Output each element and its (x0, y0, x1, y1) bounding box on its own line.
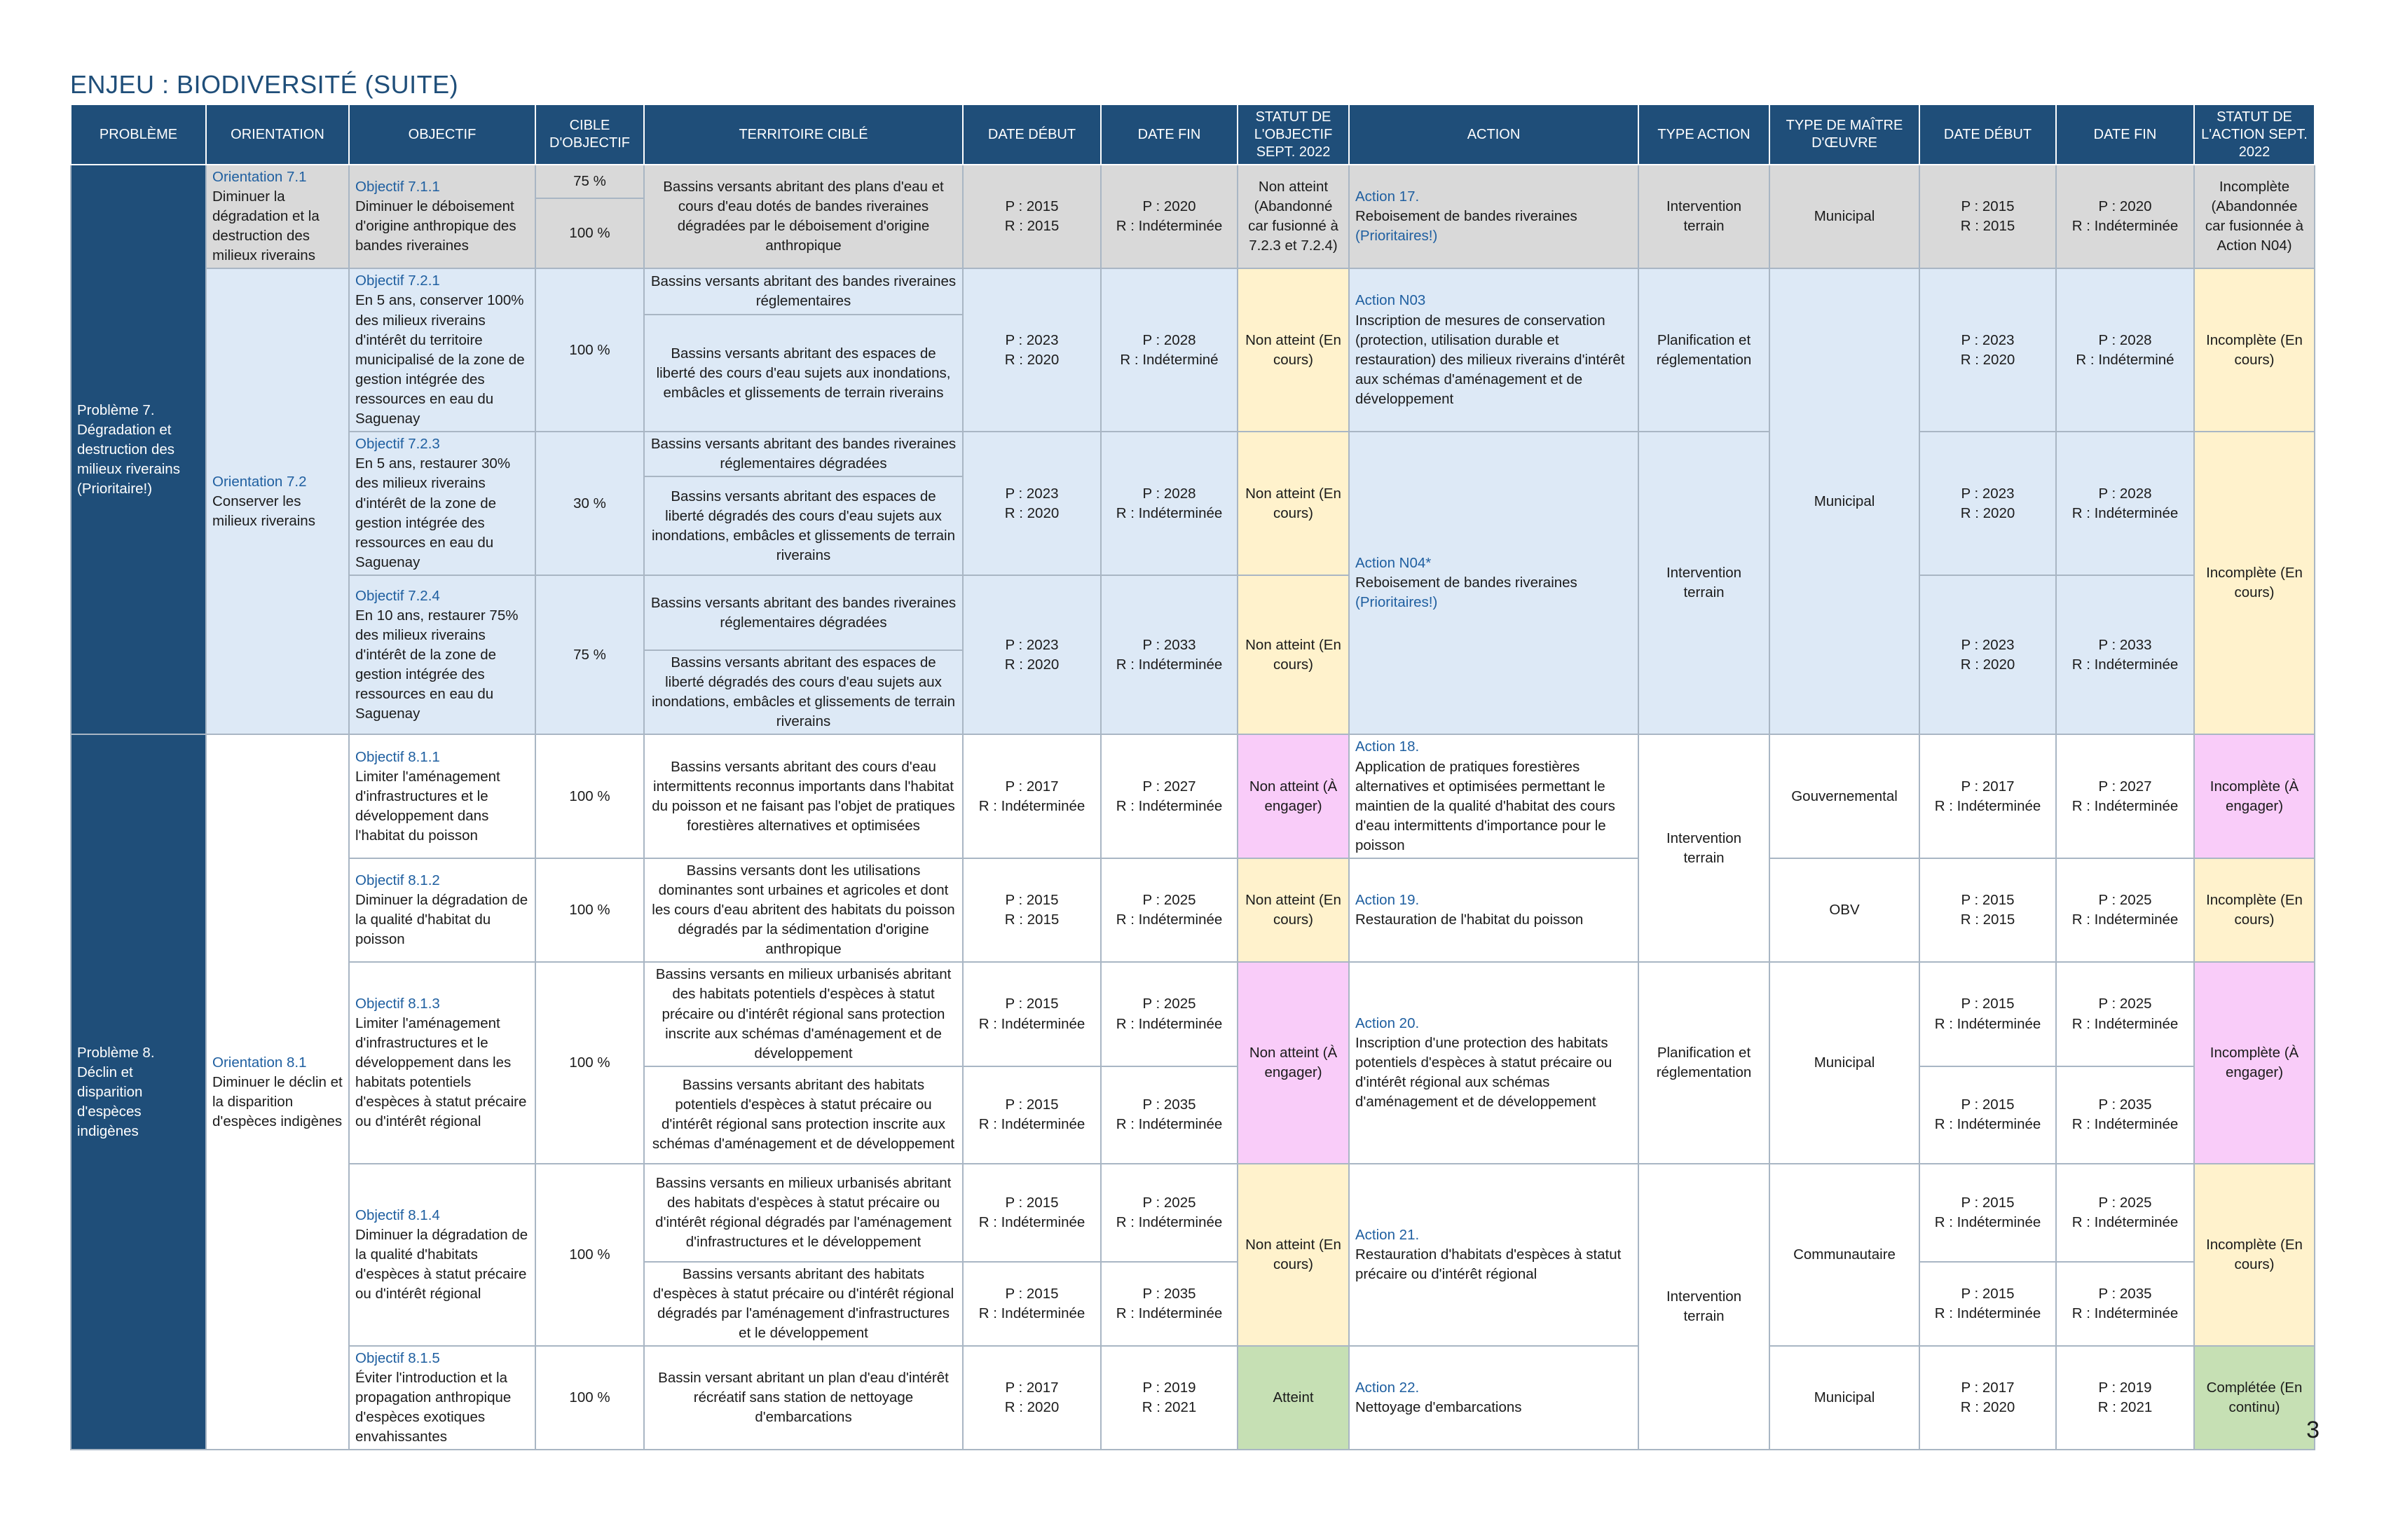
action-21-desc: Restauration d'habitats d'espèces à statut précaire ou d'intérêt régional (1355, 1246, 1622, 1282)
territoire-8-1-3-a: Bassins versants en milieux urbanisés abritant des habitats potentiels d'espèces à statut précaire ou d'intérêt régional sans protection inscrite aux schémas d'aménagement et de développement (644, 962, 963, 1066)
territoire-7-2-3-b: Bassins versants abritant des espaces de liberté dégradés des cours d'eau sujets aux inondations, embâcles et glissements de terrain riverains (644, 476, 963, 575)
objectif-8-1-3-desc: Limiter l'aménagement d'infrastructures et le développement dans les habitats potentiels d'espèces à statut précaire ou d'intérêt régional (355, 1015, 527, 1130)
territoire-7-2-3-a: Bassins versants abritant des bandes riveraines réglementaires dégradées (644, 432, 963, 476)
date-debut-8-1-1: P : 2017 R : Indéterminée (963, 734, 1101, 858)
date-fin-action-17: P : 2020 R : Indéterminée (2056, 165, 2194, 268)
header-date-debut-action: DATE DÉBUT (1919, 104, 2056, 165)
orientation-7-2-cell (206, 268, 349, 734)
maitre-action-21: Communautaire (1769, 1164, 1919, 1346)
table-row (71, 734, 2315, 858)
header-statut-action: STATUT DE L'ACTION SEPT. 2022 (2194, 104, 2315, 165)
header-type-maitre: TYPE DE MAÎTRE D'ŒUVRE (1769, 104, 1919, 165)
date-debut-action-7-2-4: P : 2023 R : 2020 (1919, 575, 2056, 734)
action-n04-desc: Reboisement de bandes riveraines (1355, 575, 1577, 591)
objectif-8-1-3-cell (349, 962, 535, 1163)
objectif-7-2-1-label: Objectif 7.2.1 (355, 273, 440, 289)
cible-7-2-4: 75 % (535, 575, 644, 734)
action-17-cell (1349, 165, 1638, 268)
date-fin-8-1-5: P : 2019 R : 2021 (1101, 1346, 1238, 1450)
action-22-desc: Nettoyage d'embarcations (1355, 1399, 1522, 1416)
orientation-7-1-desc: Diminuer la dégradation et la destruction des milieux riverains (212, 188, 320, 264)
table-row (71, 165, 2315, 198)
maitre-action-18: Gouvernemental (1769, 734, 1919, 858)
date-fin-8-1-1: P : 2027 R : Indéterminée (1101, 734, 1238, 858)
cible-7-1-1-a: 75 % (535, 165, 644, 198)
objectif-8-1-4-desc: Diminuer la dégradation de la qualité d'habitats d'espèces à statut précaire ou d'intérêt régional (355, 1226, 528, 1302)
date-fin-action-18: P : 2027 R : Indéterminée (2056, 734, 2194, 858)
statut-action-18: Incomplète (À engager) (2194, 734, 2315, 858)
header-objectif: OBJECTIF (349, 104, 535, 165)
date-fin-action-20-a: P : 2025 R : Indéterminée (2056, 962, 2194, 1066)
date-debut-action-21-b: P : 2015 R : Indéterminée (1919, 1262, 2056, 1346)
territoire-8-1-4-a: Bassins versants en milieux urbanisés abritant des habitats d'espèces à statut précaire ou d'intérêt régional dégradés par l'aménagement d'infrastructures et le développement (644, 1164, 963, 1262)
probleme-8-cell (71, 734, 206, 1450)
action-19-desc: Restauration de l'habitat du poisson (1355, 912, 1584, 928)
action-n03-cell (1349, 268, 1638, 432)
header-action: ACTION (1349, 104, 1638, 165)
date-fin-7-2-3: P : 2028 R : Indéterminée (1101, 432, 1238, 575)
date-fin-7-2-4: P : 2033 R : Indéterminée (1101, 575, 1238, 734)
statut-action-17: Incomplète (Abandonnée car fusionnée à Action N04) (2194, 165, 2315, 268)
probleme-8-desc: Déclin et disparition d'espèces indigènes (77, 1064, 143, 1140)
territoire-7-2-4-b: Bassins versants abritant des espaces de liberté dégradés des cours d'eau sujets aux inondations, embâcles et glissements de terrain riverains (644, 650, 963, 734)
orientation-8-1-label: Orientation 8.1 (212, 1054, 307, 1071)
date-debut-7-2-4: P : 2023 R : 2020 (963, 575, 1101, 734)
probleme-8-label: Problème 8. (77, 1044, 155, 1061)
cible-7-1-1-b: 100 % (535, 198, 644, 268)
objectif-7-2-4-cell (349, 575, 535, 734)
date-debut-action-20-a: P : 2015 R : Indéterminée (1919, 962, 2056, 1066)
action-18-cell (1349, 734, 1638, 858)
header-date-fin-action: DATE FIN (2056, 104, 2194, 165)
date-debut-8-1-5: P : 2017 R : 2020 (963, 1346, 1101, 1450)
action-n04-label: Action N04* (1355, 555, 1432, 572)
type-action-21-22: Intervention terrain (1638, 1164, 1769, 1450)
territoire-8-1-1: Bassins versants abritant des cours d'eau intermittents reconnus importants dans l'habitat du poisson et ne faisant pas l'objet de pratiques forestières alternatives et optimisées (644, 734, 963, 858)
action-17-note: (Prioritaires!) (1355, 228, 1438, 245)
table-row (71, 858, 2315, 962)
date-fin-action-n03: P : 2028 R : Indéterminé (2056, 268, 2194, 432)
date-fin-action-7-2-4: P : 2033 R : Indéterminée (2056, 575, 2194, 734)
date-fin-8-1-3-a: P : 2025 R : Indéterminée (1101, 962, 1238, 1066)
maitre-7-2: Municipal (1769, 268, 1919, 734)
objectif-7-1-1-desc: Diminuer le déboisement d'origine anthropique des bandes riveraines (355, 198, 516, 254)
objectif-8-1-2-desc: Diminuer la dégradation de la qualité d'habitat du poisson (355, 892, 528, 948)
action-19-label: Action 19. (1355, 892, 1420, 909)
probleme-7-cell (71, 165, 206, 734)
date-fin-8-1-4-a: P : 2025 R : Indéterminée (1101, 1164, 1238, 1262)
objectif-8-1-5-label: Objectif 8.1.5 (355, 1350, 440, 1367)
table-row (71, 575, 2315, 649)
header-cible: CIBLE D'OBJECTIF (535, 104, 644, 165)
date-fin-8-1-4-b: P : 2035 R : Indéterminée (1101, 1262, 1238, 1346)
type-action-n04: Intervention terrain (1638, 432, 1769, 734)
table-row (71, 1346, 2315, 1450)
objectif-7-2-1-desc: En 5 ans, conserver 100% des milieux riverains d'intérêt du territoire municipalisé de la zone de gestion intégrée des ressources en eau du Saguenay (355, 292, 525, 427)
orientation-7-2-desc: Conserver les milieux riverains (212, 493, 315, 529)
territoire-7-2-1-b: Bassins versants abritant des espaces de liberté des cours d'eau sujets aux inondations, embâcles et glissements de terrain riverains (644, 315, 963, 432)
objectif-7-2-3-desc: En 5 ans, restaurer 30% des milieux riverains d'intérêt de la zone de gestion intégrée des ressources en eau du Saguenay (355, 455, 511, 570)
date-fin-action-20-b: P : 2035 R : Indéterminée (2056, 1066, 2194, 1164)
objectif-8-1-1-cell (349, 734, 535, 858)
maitre-action-20: Municipal (1769, 962, 1919, 1163)
cible-8-1-2: 100 % (535, 858, 644, 962)
action-19-cell (1349, 858, 1638, 962)
cible-8-1-4: 100 % (535, 1164, 644, 1346)
objectif-7-2-4-desc: En 10 ans, restaurer 75% des milieux riverains d'intérêt de la zone de gestion intégrée des ressources en eau du Saguenay (355, 607, 519, 722)
territoire-7-2-4-a: Bassins versants abritant des bandes riveraines réglementaires dégradées (644, 575, 963, 650)
page-title: ENJEU : BIODIVERSITÉ (SUITE) (70, 70, 459, 99)
cible-8-1-3: 100 % (535, 962, 644, 1163)
date-debut-action-7-2-3: P : 2023 R : 2020 (1919, 432, 2056, 575)
date-debut-action-22: P : 2017 R : 2020 (1919, 1346, 2056, 1450)
cible-7-2-1: 100 % (535, 268, 644, 432)
header-probleme: PROBLÈME (71, 104, 206, 165)
territoire-8-1-4-b: Bassins versants abritant des habitats d'espèces à statut précaire ou d'intérêt régional dégradés par l'aménagement d'infrastructures et le développement (644, 1262, 963, 1346)
action-17-label: Action 17. (1355, 188, 1420, 205)
table-row (71, 962, 2315, 1066)
type-action-17: Intervention terrain (1638, 165, 1769, 268)
maitre-action-22: Municipal (1769, 1346, 1919, 1450)
date-fin-8-1-2: P : 2025 R : Indéterminée (1101, 858, 1238, 962)
action-22-label: Action 22. (1355, 1380, 1420, 1396)
header-orientation: ORIENTATION (206, 104, 349, 165)
type-action-n03: Planification et réglementation (1638, 268, 1769, 432)
statut-action-n04: Incomplète (En cours) (2194, 432, 2315, 734)
territoire-8-1-3-b: Bassins versants abritant des habitats potentiels d'espèces à statut précaire ou d'intérêt régional sans protection inscrite aux schémas d'aménagement et de développement (644, 1066, 963, 1164)
territoire-7-2-1-a: Bassins versants abritant des bandes riveraines réglementaires (644, 268, 963, 315)
action-18-desc: Application de pratiques forestières alternatives et optimisées permettant le maintien de la qualité d'habitat des cours d'eau intermittents d'importance pour le poisson (1355, 758, 1615, 853)
statut-objectif-7-2-4: Non atteint (En cours) (1238, 575, 1349, 734)
date-debut-action-19: P : 2015 R : 2015 (1919, 858, 2056, 962)
header-statut-objectif: STATUT DE L'OBJECTIF SEPT. 2022 (1238, 104, 1349, 165)
date-debut-7-2-1: P : 2023 R : 2020 (963, 268, 1101, 432)
statut-objectif-8-1-1: Non atteint (À engager) (1238, 734, 1349, 858)
date-fin-7-1-1: P : 2020 R : Indéterminée (1101, 165, 1238, 268)
type-action-18-19: Intervention terrain (1638, 734, 1769, 962)
objectif-8-1-1-desc: Limiter l'aménagement d'infrastructures et le développement dans l'habitat du poisson (355, 768, 500, 844)
objectif-8-1-4-cell (349, 1164, 535, 1346)
maitre-action-17: Municipal (1769, 165, 1919, 268)
cible-7-2-3: 30 % (535, 432, 644, 575)
date-debut-7-2-3: P : 2023 R : 2020 (963, 432, 1101, 575)
action-17-desc: Reboisement de bandes riveraines (1355, 208, 1577, 225)
statut-objectif-8-1-3: Non atteint (À engager) (1238, 962, 1349, 1163)
date-fin-action-19: P : 2025 R : Indéterminée (2056, 858, 2194, 962)
objectif-7-2-3-label: Objectif 7.2.3 (355, 436, 440, 453)
statut-objectif-7-1-1: Non atteint (Abandonné car fusionné à 7.2.3 et 7.2.4) (1238, 165, 1349, 268)
table-row (71, 268, 2315, 315)
orientation-7-1-cell (206, 165, 349, 268)
objectif-8-1-2-label: Objectif 8.1.2 (355, 872, 440, 888)
cible-8-1-1: 100 % (535, 734, 644, 858)
statut-action-20: Incomplète (À engager) (2194, 962, 2315, 1163)
cible-8-1-5: 100 % (535, 1346, 644, 1450)
objectif-8-1-4-label: Objectif 8.1.4 (355, 1206, 440, 1223)
date-fin-action-7-2-3: P : 2028 R : Indéterminée (2056, 432, 2194, 575)
objectif-7-1-1-label: Objectif 7.1.1 (355, 179, 440, 195)
territoire-7-1-1: Bassins versants abritant des plans d'eau et cours d'eau dotés de bandes riveraines dégradées par le déboisement d'origine anthropique (644, 165, 963, 268)
action-n03-label: Action N03 (1355, 292, 1426, 309)
date-fin-action-21-a: P : 2025 R : Indéterminée (2056, 1164, 2194, 1262)
probleme-7-label: Problème 7. (77, 401, 155, 418)
objectif-7-2-1-cell (349, 268, 535, 432)
action-n04-cell (1349, 432, 1638, 734)
action-22-cell (1349, 1346, 1638, 1450)
date-debut-action-20-b: P : 2015 R : Indéterminée (1919, 1066, 2056, 1164)
date-debut-action-n03: P : 2023 R : 2020 (1919, 268, 2056, 432)
objectif-7-2-4-label: Objectif 7.2.4 (355, 587, 440, 604)
statut-objectif-7-2-3: Non atteint (En cours) (1238, 432, 1349, 575)
statut-action-19: Incomplète (En cours) (2194, 858, 2315, 962)
date-fin-7-2-1: P : 2028 R : Indéterminé (1101, 268, 1238, 432)
orientation-8-1-cell (206, 734, 349, 1450)
orientation-7-2-label: Orientation 7.2 (212, 473, 307, 490)
statut-objectif-8-1-2: Non atteint (En cours) (1238, 858, 1349, 962)
objectif-8-1-2-cell (349, 858, 535, 962)
date-debut-action-17: P : 2015 R : 2015 (1919, 165, 2056, 268)
probleme-7-desc: Dégradation et destruction des milieux riverains (77, 421, 180, 477)
date-fin-action-22: P : 2019 R : 2021 (2056, 1346, 2194, 1450)
date-debut-8-1-4-b: P : 2015 R : Indéterminée (963, 1262, 1101, 1346)
type-action-20: Planification et réglementation (1638, 962, 1769, 1163)
action-21-label: Action 21. (1355, 1226, 1420, 1243)
date-debut-8-1-3-b: P : 2015 R : Indéterminée (963, 1066, 1101, 1164)
statut-objectif-8-1-5: Atteint (1238, 1346, 1349, 1450)
date-debut-action-21-a: P : 2015 R : Indéterminée (1919, 1164, 2056, 1262)
objectif-8-1-3-label: Objectif 8.1.3 (355, 995, 440, 1012)
header-row (71, 104, 2315, 165)
statut-action-n03: Incomplète (En cours) (2194, 268, 2315, 432)
statut-action-21: Incomplète (En cours) (2194, 1164, 2315, 1346)
objectif-8-1-5-cell (349, 1346, 535, 1450)
header-territoire: TERRITOIRE CIBLÉ (644, 104, 963, 165)
action-20-desc: Inscription d'une protection des habitats potentiels d'espèces à statut précaire ou d'intérêt régional aux schémas d'aménagement et de développement (1355, 1034, 1612, 1111)
territoire-8-1-2: Bassins versants dont les utilisations dominantes sont urbaines et agricoles et dont les cours d'eau abritent des habitats du poisson dégradés par la sédimentation d'origine anthropique (644, 858, 963, 962)
orientation-7-1-label: Orientation 7.1 (212, 169, 307, 185)
action-20-label: Action 20. (1355, 1015, 1420, 1031)
territoire-8-1-5: Bassin versant abritant un plan d'eau d'intérêt récréatif sans station de nettoyage d'embarcations (644, 1346, 963, 1450)
orientation-8-1-desc: Diminuer le déclin et la disparition d'espèces indigènes (212, 1073, 343, 1130)
date-debut-action-18: P : 2017 R : Indéterminée (1919, 734, 2056, 858)
table-row (71, 432, 2315, 476)
header-date-fin: DATE FIN (1101, 104, 1238, 165)
header-type-action: TYPE ACTION (1638, 104, 1769, 165)
header-date-debut: DATE DÉBUT (963, 104, 1101, 165)
objectif-8-1-1-label: Objectif 8.1.1 (355, 748, 440, 765)
page-number: 3 (2306, 1417, 2320, 1443)
date-debut-8-1-4-a: P : 2015 R : Indéterminée (963, 1164, 1101, 1262)
statut-objectif-7-2-1: Non atteint (En cours) (1238, 268, 1349, 432)
table-row (71, 1164, 2315, 1262)
date-fin-action-21-b: P : 2035 R : Indéterminée (2056, 1262, 2194, 1346)
date-debut-8-1-3-a: P : 2015 R : Indéterminée (963, 962, 1101, 1066)
date-debut-8-1-2: P : 2015 R : 2015 (963, 858, 1101, 962)
biodiversity-table (70, 104, 2315, 1450)
objectif-8-1-5-desc: Éviter l'introduction et la propagation anthropique d'espèces exotiques envahissantes (355, 1370, 512, 1445)
action-20-cell (1349, 962, 1638, 1163)
action-21-cell (1349, 1164, 1638, 1346)
objectif-7-1-1-cell (349, 165, 535, 268)
objectif-7-2-3-cell (349, 432, 535, 575)
probleme-7-note: (Prioritaire!) (77, 480, 153, 497)
action-n03-desc: Inscription de mesures de conservation (protection, utilisation durable et restauration) des milieux riverains d'intérêt aux schémas d'aménagement et de développement (1355, 312, 1625, 407)
action-18-label: Action 18. (1355, 738, 1420, 755)
date-debut-7-1-1: P : 2015 R : 2015 (963, 165, 1101, 268)
action-n04-note: (Prioritaires!) (1355, 594, 1438, 611)
statut-action-22: Complétée (En continu) (2194, 1346, 2315, 1450)
maitre-action-19: OBV (1769, 858, 1919, 962)
statut-objectif-8-1-4: Non atteint (En cours) (1238, 1164, 1349, 1346)
date-fin-8-1-3-b: P : 2035 R : Indéterminée (1101, 1066, 1238, 1164)
